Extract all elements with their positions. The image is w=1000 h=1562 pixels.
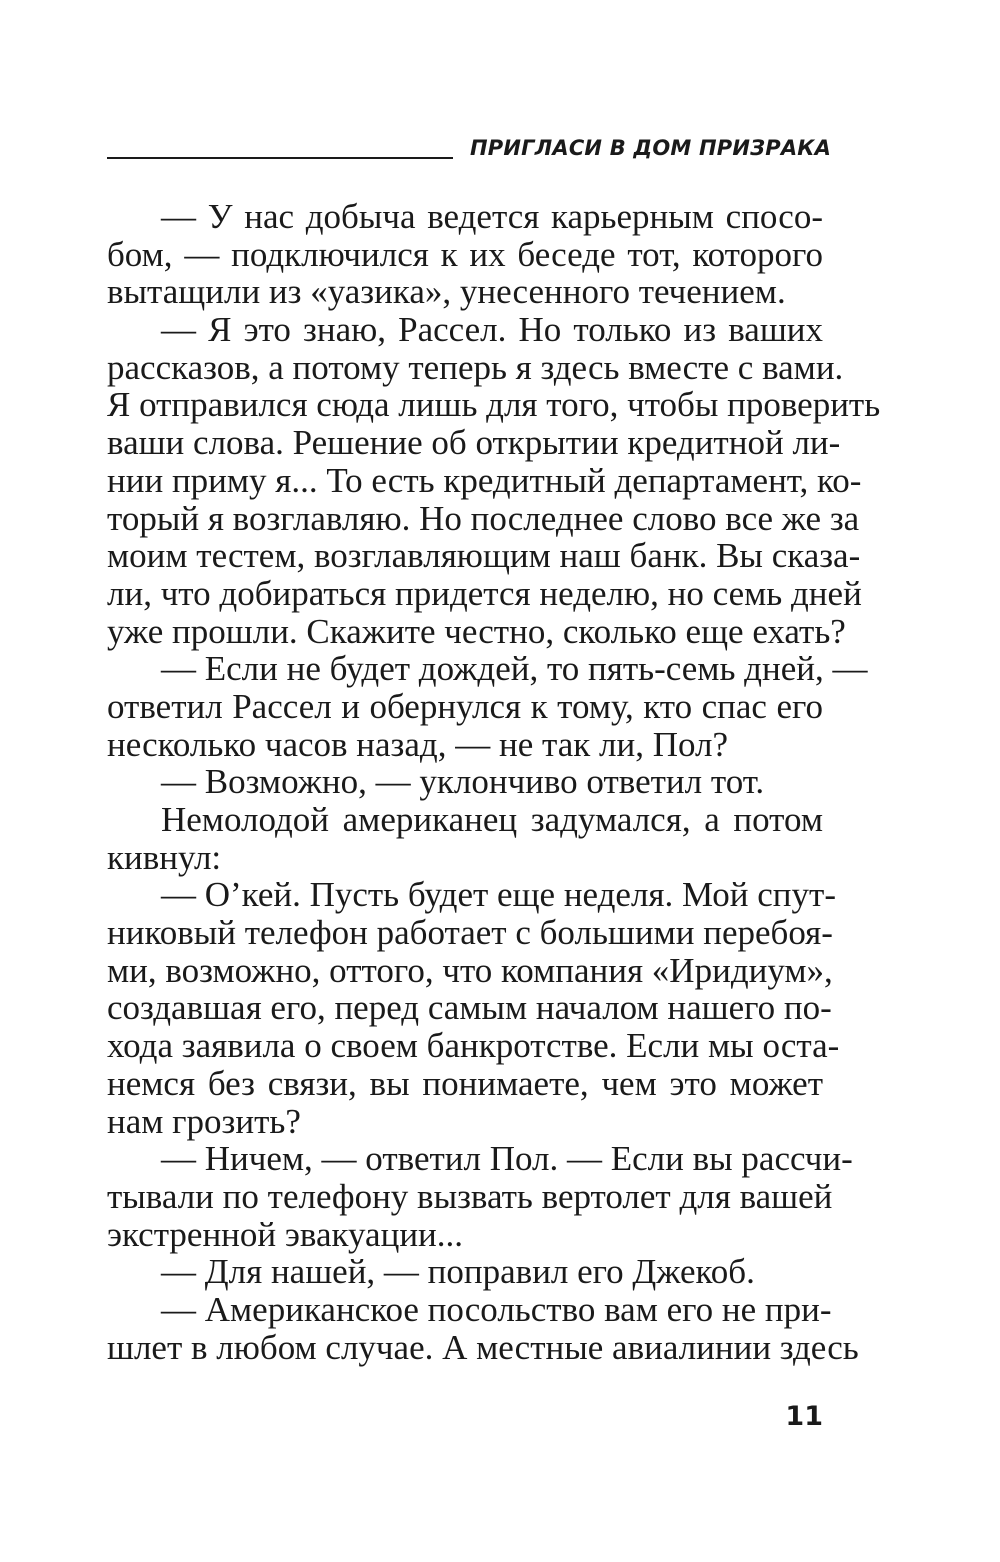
body-text	[107, 197, 881, 1367]
paragraph	[107, 763, 823, 801]
text-line: бом, — подключился к их беседе тот, которого	[107, 234, 823, 274]
text-line: нам грозить?	[107, 1101, 301, 1141]
header-rule	[107, 157, 453, 159]
paragraph	[107, 1139, 853, 1254]
text-line: несколько часов назад, — не так ли, Пол?	[107, 724, 729, 764]
text-line: создавшая его, перед самым началом нашего по-	[107, 988, 832, 1028]
text-line: хода заявила о своем банкротстве. Если мы оста-	[107, 1026, 840, 1066]
text-line: рассказов, а потому теперь я здесь вместе с вами.	[107, 347, 844, 387]
text-line: Я отправился сюда лишь для того, чтобы проверить	[107, 385, 881, 425]
paragraph	[107, 198, 823, 311]
text-line: — Американское посольство вам его не при-	[161, 1289, 832, 1329]
text-line: — Если не будет дождей, то пять-семь дней, —	[161, 649, 868, 689]
text-line: — Я это знаю, Рассел. Но только из ваших	[161, 310, 823, 350]
text-line: нии приму я... То есть кредитный департамент, ко-	[107, 460, 862, 500]
text-line: моим тестем, возглавляющим наш банк. Вы сказа-	[107, 536, 861, 576]
text-line: ответил Рассел и обернулся к тому, кто спас его	[107, 686, 823, 726]
text-line: тывали по телефону вызвать вертолет для вашей	[107, 1176, 833, 1216]
text-line: немся без связи, вы понимаете, чем это может	[107, 1063, 823, 1103]
paragraph	[107, 310, 881, 651]
text-line: торый я возглавляю. Но последнее слово все же за	[107, 498, 860, 538]
running-head: ПРИГЛАСИ В ДОМ ПРИЗРАКА	[470, 136, 832, 160]
text-line: ваши слова. Решение об открытии кредитной ли-	[107, 423, 841, 463]
text-line: вытащили из «уазика», унесенного течением.	[107, 272, 786, 312]
text-line: экстренной эвакуации...	[107, 1214, 464, 1254]
text-line: ли, что добираться придется неделю, но семь дней	[107, 573, 862, 613]
text-line: ми, возможно, оттого, что компания «Иридиум»,	[107, 950, 833, 990]
text-line: — Для нашей, — поправил его Джекоб.	[161, 1252, 755, 1292]
paragraph	[107, 875, 840, 1141]
text-line: Немолодой американец задумался, а потом	[161, 800, 823, 839]
text-line: — Ничем, — ответил Пол. — Если вы рассчи-	[161, 1139, 853, 1179]
paragraph	[107, 1253, 823, 1291]
paragraph	[107, 649, 868, 764]
page-number: 11	[785, 1401, 823, 1432]
text-line: — У нас добыча ведется карьерным спосо-	[161, 197, 823, 236]
text-line: никовый телефон работает с большими перебоя-	[107, 913, 833, 953]
text-line: — О’кей. Пусть будет еще неделя. Мой спут-	[161, 875, 836, 915]
paragraph	[107, 1289, 859, 1367]
text-line: — Возможно, — уклончиво ответил тот.	[161, 762, 765, 802]
text-line: уже прошли. Скажите честно, сколько еще ехать?	[107, 611, 846, 651]
paragraph	[107, 801, 823, 876]
text-line: шлет в любом случае. А местные авиалинии здесь	[107, 1327, 859, 1367]
text-line: кивнул:	[107, 837, 222, 877]
